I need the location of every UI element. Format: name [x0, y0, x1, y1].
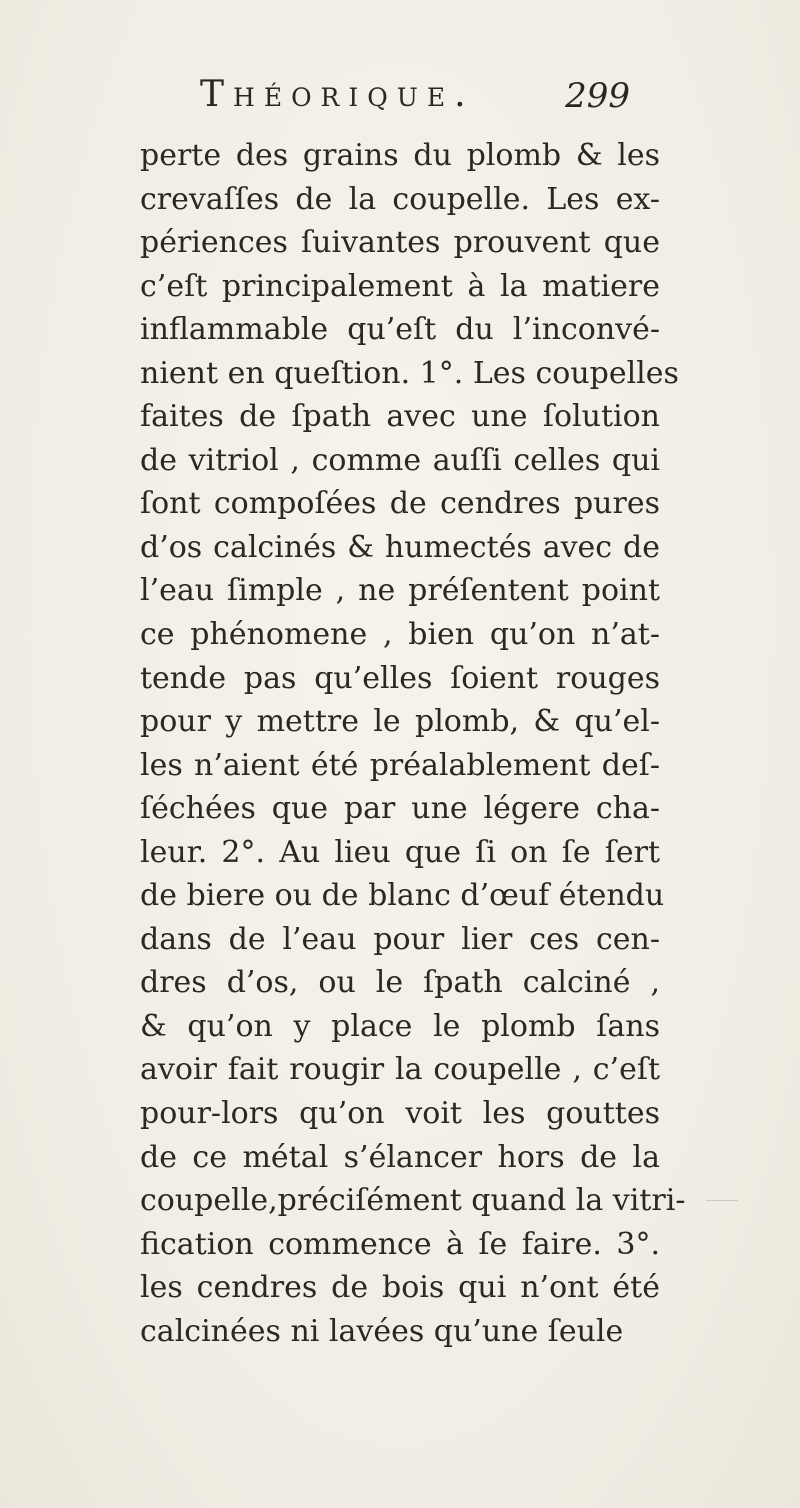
text-line: faites de ſpath avec une ſolution [140, 399, 660, 435]
text-line: d’os calcinés & humectés avec de [140, 529, 660, 565]
text-line: dres d’os, ou le ſpath calciné , [140, 965, 660, 1001]
text-line: fication commence à ſe faire. 3°. [140, 1226, 660, 1262]
text-line: de vitriol , comme auſſi celles qui [140, 442, 660, 478]
text-line: & qu’on y place le plomb ſans [140, 1008, 660, 1044]
text-line: l’eau ſimple , ne préſentent point [140, 573, 660, 609]
text-line: pour y mettre le plomb, & qu’el- [140, 704, 660, 740]
text-line: coupelle,préciſément quand la vitri- [140, 1183, 686, 1219]
text-line: de biere ou de blanc d’œuf étendu [140, 878, 665, 914]
text-line: c’eſt principalement à la matiere [140, 268, 660, 304]
text-line: perte des grains du plomb & les [140, 138, 660, 173]
body-text [140, 134, 686, 1353]
text-line: les cendres de bois qui n’ont été [140, 1270, 660, 1306]
text-line: avoir fait rougir la coupelle , c’eſt [140, 1052, 660, 1088]
text-line: crevaſſes de la coupelle. Les ex- [140, 181, 660, 217]
text-line: périences ſuivantes prouvent que [140, 225, 660, 261]
text-line: calcinées ni lavées qu’une ſeule [140, 1313, 624, 1349]
text-line: dans de l’eau pour lier ces cen- [140, 921, 660, 957]
text-line: nient en queſtion. 1°. Les coupelles [140, 355, 679, 391]
text-line: tende pas qu’elles ſoient rouges [140, 660, 660, 696]
text-line: ſont compoſées de cendres pures [140, 486, 660, 522]
text-line: de ce métal s’élancer hors de la [140, 1139, 660, 1175]
margin-mark [706, 1200, 738, 1201]
text-line: ce phénomene , bien qu’on n’at- [140, 617, 660, 653]
page-header [200, 74, 630, 124]
text-line: ſéchées que par une légere cha- [140, 791, 660, 827]
text-line: inflammable qu’eſt du l’inconvé- [140, 312, 660, 348]
running-head: Théorique. [200, 74, 475, 115]
text-line: pour-lors qu’on voit les gouttes [140, 1096, 660, 1132]
text-line: les n’aient été préalablement deſ- [140, 747, 660, 783]
text-line: leur. 2°. Au lieu que ſi on ſe ſert [140, 834, 660, 870]
page-number: 299 [565, 76, 630, 116]
